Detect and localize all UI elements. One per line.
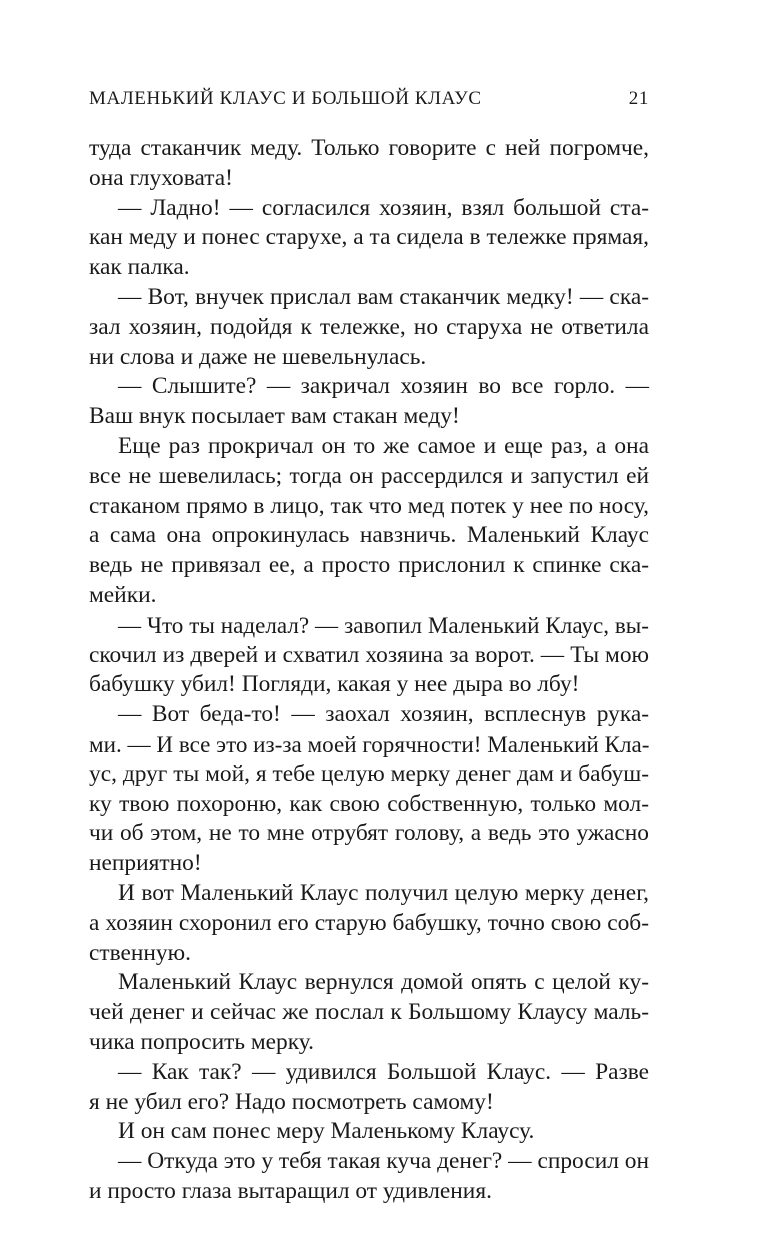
text-line: ственную.	[89, 939, 191, 966]
text-line: мейки.	[89, 581, 157, 608]
text-line: — Вот беда-то! — заохал хозяин, всплеснув рука-	[118, 701, 649, 728]
text-line: а хозяин схоронил его старую бабушку, точно свою соб-	[89, 909, 649, 936]
text-line: и просто глаза вытаращил от удивления.	[89, 1177, 492, 1204]
text-line: — Слышите? — закричал хозяин во все горло. —	[118, 373, 649, 400]
text-line: — Как так? — удивился Большой Клаус. — Разве	[118, 1058, 649, 1085]
text-line: И он сам понес меру Маленькому Клаусу.	[118, 1118, 535, 1145]
text-line: ус, друг ты мой, я тебе целую мерку денег дам и бабуш-	[89, 760, 649, 787]
text-line: Ваш внук посылает вам стакан меду!	[89, 403, 460, 430]
text-line: туда стаканчик меду. Только говорите с ней погромче,	[89, 135, 649, 161]
page-number: 21	[628, 88, 649, 109]
text-line: бабушку убил! Погляди, какая у нее дыра во лбу!	[89, 671, 580, 698]
text-line: все не шевелилась; тогда он рассердился и запустил ей	[89, 462, 649, 489]
text-line: ку твою похороню, как свою собственную, только мол-	[89, 790, 649, 817]
text-line: ведь не привязал ее, а просто прислонил к спинке ска-	[89, 552, 649, 579]
body-text	[89, 134, 649, 1207]
text-line: — Откуда это у тебя такая куча денег? — спросил он	[118, 1148, 649, 1175]
text-line: ми. — И все это из-за моей горячности! Маленький Клa-	[89, 730, 650, 757]
text-line: Еще раз прокричал он то же самое и еще раз, а она	[118, 432, 649, 459]
text-line: а сама она опрокинулась навзничь. Маленький Клаус	[89, 522, 649, 549]
text-line: как палка.	[89, 254, 190, 281]
text-line: — Вот, внучек прислал вам стаканчик медку! — ска-	[118, 283, 649, 310]
running-title: МАЛЕНЬКИЙ КЛАУС И БОЛЬШОЙ КЛАУС	[89, 88, 482, 109]
text-line: чика попросить мерку.	[89, 1028, 314, 1055]
text-line: чи об этом, не то мне отрубят голову, а ведь это ужасно	[89, 820, 649, 847]
text-line: И вот Маленький Клаус получил целую мерку денег,	[118, 879, 649, 906]
text-line: чей денег и сейчас же послал к Большому Клаусу маль-	[89, 999, 649, 1026]
text-line: неприятно!	[89, 850, 202, 877]
text-line: кан меду и понес старухе, а та сидела в тележке прямая,	[89, 224, 649, 251]
text-line: ни слова и даже не шевельнулась.	[89, 343, 427, 370]
text-line: — Что ты наделал? — завопил Маленький Клаус, вы-	[118, 611, 649, 638]
text-line: Маленький Клаус вернулся домой опять с целой ку-	[118, 969, 649, 996]
text-line: стаканом прямо в лицо, так что мед потек у нее по носу,	[89, 492, 649, 519]
running-header	[89, 88, 649, 118]
text-line: скочил из дверей и схватил хозяина за ворот. — Ты мою	[89, 641, 649, 668]
text-line: она глуховата!	[89, 164, 233, 191]
text-line: зал хозяин, подойдя к тележке, но старуха не ответила	[89, 313, 649, 340]
text-line: я не убил его? Надо посмотреть самому!	[89, 1088, 494, 1115]
text-line: — Ладно! — согласился хозяин, взял большой ста-	[118, 194, 649, 221]
